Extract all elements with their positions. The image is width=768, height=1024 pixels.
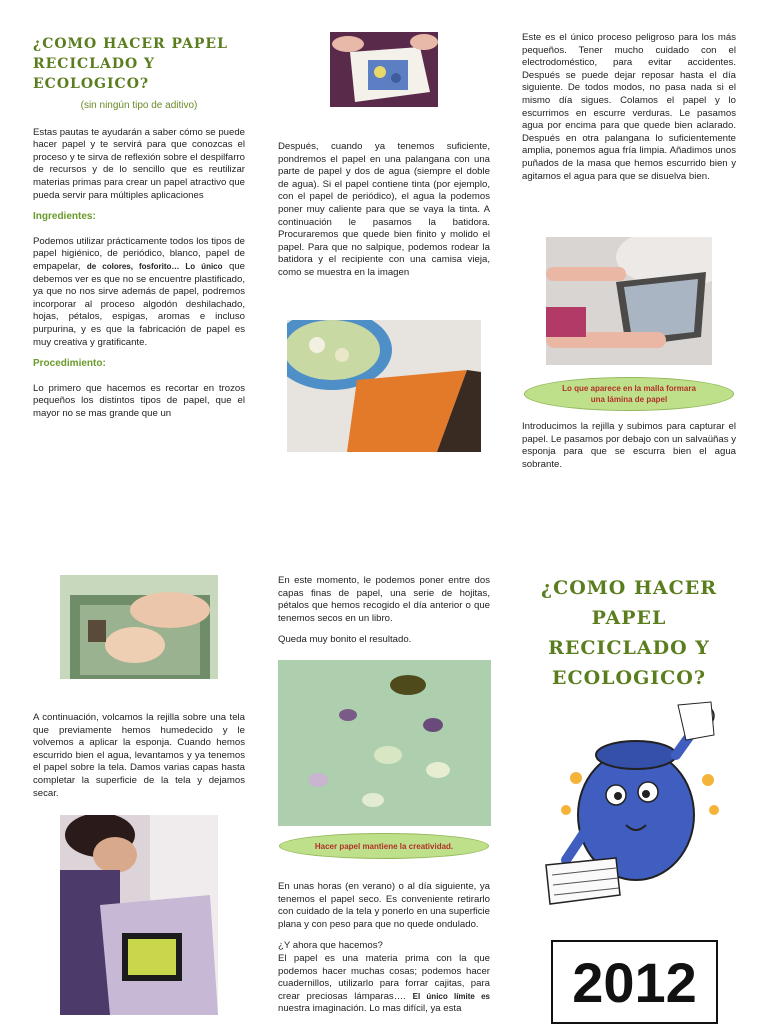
- intro-paragraph: Estas pautas te ayudarán a saber cómo se puede hacer papel y te servirá para que conozcas el proceso y te sirva de reflexión sobre el despilfarro de recursos y de lo sencillo que es reutilizar materias primas para crear un papel atractivo que pueda servir para múltiples aplicaciones: [33, 126, 245, 201]
- result-paragraph: Queda muy bonito el resultado.: [278, 634, 412, 646]
- capture-paragraph: Introducimos la rejilla y subimos para capturar el papel. Le pasamos por debajo con un salvaüñas y esponja para que se escurra bien el agua sobrante.: [522, 421, 736, 470]
- panel-1: [33, 34, 245, 429]
- caption-creativity: Hacer papel mantiene la creatividad.: [279, 833, 489, 859]
- panel-5: [278, 575, 490, 656]
- photo-blender-bowl: [287, 320, 481, 452]
- panel-5b: [278, 881, 490, 1024]
- strain-paragraph: Este es el único proceso peligroso para los más pequeños. Tener mucho cuidado con el electrodoméstico, para evitar accidentes. Después se puede dejar reposar hasta el día siguiente. De todos modos, no pasa nada si el mismo día sigues. Colamos el papel y lo escurrimos en escurre verduras. Le pasamos agua por encima para que quede bien aclarado. Después en otra palangana lo suficientemente amplia, ponemos agua fría limpia. Añadimos unos puñados de la masa que hemos escurrido bien y agitamos el agua para que se disuelva bien.: [522, 32, 736, 182]
- cover-title: ¿COMO HACER PAPEL RECICLADO Y ECOLOGICO?: [540, 577, 718, 689]
- photo-petal-paper: [278, 660, 491, 826]
- question-line: ¿Y ahora que hacemos?: [278, 940, 383, 952]
- panel-3: [522, 32, 736, 192]
- procedure-paragraph: Lo primero que hacemos es recortar en trozos pequeños los distintos tipos de papel, que el mayor no se mas grande que un: [33, 382, 245, 419]
- photo-child-frame: [60, 815, 218, 1015]
- photo-screen-tray: [546, 237, 712, 365]
- drying-paragraph: En unas horas (en verano) o al día siguiente, ya tenemos el papel seco. Es conveniente retirarlo con cuidado de la tela y ponerlo en una superficie plana y con peso para que no quede ondulado.: [278, 881, 490, 930]
- caption-mesh: Lo que aparece en la malla formara una lámina de papel: [524, 377, 734, 411]
- panel-4: [33, 712, 245, 809]
- cloth-paragraph: A continuación, volcamos la rejilla sobre una tela que previamente hemos humedecido y le volvemos a aplicar la esponja. Cuando hemos escurrido bien el agua, levantamos y ya tenemos el papel sobre la tela. Damos varias capas hasta completar la superficie de la tela y dejamos secar.: [33, 712, 245, 799]
- procedure-heading: Procedimiento:: [33, 358, 106, 370]
- uses-paragraph: El papel es una materia prima con la que podemos hacer muchas cosas; podemos hacer cuadernillos, utilizarlo para forrar cajitas, para crear preciosas lámparas…. El único límite es nuestra imaginación. Lo mas difícil, ya esta: [278, 952, 490, 1015]
- ingredients-heading: Ingredientes:: [33, 211, 96, 223]
- photo-paper-mould: [330, 32, 438, 107]
- subtitle: (sin ningún tipo de aditivo): [80, 100, 198, 111]
- photo-sponge-hands: [60, 575, 218, 679]
- uses-bold: El único límite es: [412, 991, 490, 1001]
- panel-3b: [522, 421, 736, 480]
- ingredients-bold: de colores, fosforito… Lo único: [86, 261, 223, 271]
- brochure-title: ¿COMO HACER PAPEL RECICLADO Y ECOLOGICO?: [33, 36, 228, 92]
- petals-paragraph: En este momento, le podemos poner entre dos capas finas de papel, una serie de hojitas, pétalos que hemos recogido el día anterior o que tenemos secos en un libro.: [278, 575, 490, 624]
- year-box: 2012: [551, 940, 718, 1024]
- recycling-bin-illustration: [536, 700, 732, 912]
- ingredients-paragraph: Podemos utilizar prácticamente todos los tipos de papel higiénico, de periódico, blanco, papel de empapelar, de colores, fosforito… Lo único que debemos ver es que no se encuentre plastificado, ya que no nos sirve además de papel, podremos incorporar al proceso algodón deshilachado, hojas, pétalos, espigas, aromas e incluso purpurina, y es que la fabricación de papel es muy creativa y gratificante.: [33, 235, 245, 348]
- panel-2: [278, 141, 490, 289]
- blender-paragraph: Después, cuando ya tenemos suficiente, pondremos el papel en una palangana con una parte de papel y dos de agua (siempre el doble de agua). Si el papel contiene tinta (por ejemplo, con el papel de periódico), el agua la podemos poner muy caliente para que se vaya la tinta. A continuación le pasamos la batidora. Procuraremos que quede bien finito y molido el papel. Para que no salpique, podemos rodear la batidora y el recipiente con una camisa vieja, como se muestra en la imagen: [278, 141, 490, 278]
